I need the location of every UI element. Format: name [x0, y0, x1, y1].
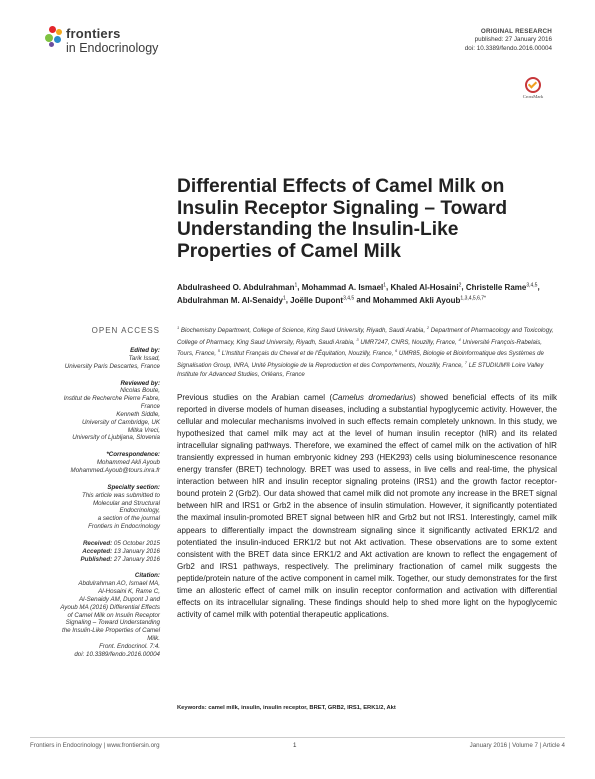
article-type: ORIGINAL RESEARCH: [480, 28, 552, 35]
article-dates: Received: 05 October 2015 Accepted: 13 January 2016 Published: 27 January 2016: [80, 539, 160, 563]
page-number: 1: [293, 742, 297, 749]
logo-dot-purple: [49, 42, 54, 47]
journal-name: in Endocrinology: [66, 41, 159, 55]
crossmark-badge[interactable]: [519, 77, 547, 99]
brand-name: frontiers: [66, 26, 121, 41]
open-access-label: OPEN ACCESS: [91, 326, 160, 335]
reviewed-by: Reviewed by: Nicolas Boute, Institut de Recherche Pierre Fabre, France Kenneth Siddle, University of Cambridge, UK Mitka Vreci, University of Ljubljana, Slovenia: [63, 379, 160, 442]
author[interactable]: Abdulrasheed O. Abdulrahman$^1$: [177, 282, 298, 292]
author[interactable]: Christelle Rame$^{3,4,5}$: [465, 282, 538, 292]
species-name: Camelus dromedarius: [332, 393, 414, 402]
footer-divider: [30, 737, 565, 738]
edited-by: Edited by: Tarik Issad, University Paris Descartes, France: [64, 347, 160, 370]
affiliations: $^1$ Biochemistry Department, College of Science, King Saud University, Riyadh, Saudi Arabia, $^2$ Department of Pharmacology and Toxicology, College of Pharmacy, King Saud University, Riyadh, Saudi Arabia, $^3$ UMR7247, CNRS, Nouzilly, France, $^4$ Université François-Rabelais, Tours, France, $^5$ L’Institut Français du Cheval et de l’Équitation, Nouzilly, France, $^6$ UMR85, Biologie et Bioinformatique des Systèmes de Signalisation Group, INRA, Unité Physiologie de la Reproduction et des Comportements, Nouzilly, France, $^7$ LE STUDIUM® Loire Valley Institute for Advanced Studies, Orléans, France: [177, 325, 554, 378]
logo-dot-red: [49, 26, 56, 33]
author[interactable]: Abdulrahman M. Al-Senaidy$^1$: [177, 295, 286, 306]
keywords: Keywords: camel milk, insulin, insulin receptor, BRET, GRB2, IRS1, ERK1/2, Akt: [177, 705, 396, 711]
author[interactable]: Khaled Al-Hosaini$^2$: [390, 282, 462, 292]
author[interactable]: Joëlle Dupont$^{3,4,5}$: [290, 295, 355, 306]
article-title: Differential Effects of Camel Milk on Insulin Receptor Signaling – Toward Understanding the Insulin-Like Properties of Camel Milk: [177, 176, 508, 262]
doi-link[interactable]: doi: 10.3389/fendo.2016.00004: [464, 44, 552, 52]
citation: Citation: Abdulrahman AO, Ismael MA, Al-Hosaini K, Rame C, Al-Senaidy AM, Dupont J and Ayoub MA (2016) Differential Effects of Camel Milk on Insulin Receptor Signaling – Toward Understanding the Insulin-Like Properties of Camel Milk. Front. Endocrinol. 7:4. doi: 10.3389/fendo.2016.00004: [30, 572, 160, 658]
crossmark-icon: [525, 77, 541, 93]
article-sidebar: [30, 347, 160, 668]
logo-dot-blue: [54, 36, 61, 43]
author-list: Abdulrasheed O. Abdulrahman$^1$, Mohammad A. Ismael$^1$, Khaled Al-Hosaini$^2$, Christelle Rame$^{3,4,5}$, Abdulrahman M. Al-Senaidy$^1$, Joëlle Dupont$^{3,4,5}$ and Mohammed Akli Ayoub$^{1,3,4,5,6,7*}$: [177, 282, 540, 306]
abstract: Previous studies on the Arabian camel (Camelus dromedarius) showed beneficial effects of its milk reported in diverse models of human diseases, including a substantial hypoglycemic activity. However, the cellular and molecular mechanisms involved in such effects remain completely unknown. In this study, we hypothesized that camel milk may act at the level of human insulin receptor (hIR) and its related intracellular signaling pathways. Therefore, we examined the effect of camel milk on the activation of hIR transiently expressed in human embryonic kidney 293 (HEK293) cells using bioluminescence resonance energy transfer (BRET) technology. BRET was used to assess, in live cells and real-time, the physical interaction between hIR and insulin receptor signaling proteins (IRS1) and the growth factor receptor-bound protein 2 (Grb2). Our data showed that camel milk did not promote any increase in the BRET signal between hIR and IRS1 or Grb2 in the absence of insulin stimulation. However, it significantly potentiated the maximal insulin-promoted BRET signal between hIR and Grb2 but not IRS1. Interestingly, camel milk appears to differentially impact the downstream signaling since it significantly activated ERK1/2 and potentiated the insulin-induced ERK1/2 but not Akt activation. These observations are to some extent consistent with the BRET data since ERK1/2 and Akt activation are known to reflect the engagement of Grb2 and IRS1 pathways, respectively. The preliminary fractionation of camel milk suggests the peptide/protein nature of the active component in camel milk. Together, our study demonstrates for the first time an allosteric effect of camel milk on insulin receptor conformation and activation with differential effects on its intracellular signaling. These findings should help to shed more light on the hypoglycemic activity of camel milk with potential therapeutic applications.: [177, 393, 558, 619]
logo-dot-yellow: [56, 29, 62, 35]
footer-journal[interactable]: Frontiers in Endocrinology | www.frontiersin.org: [30, 742, 160, 749]
crossmark-label: CrossMark: [522, 94, 544, 99]
footer-issue: January 2016 | Volume 7 | Article 4: [469, 742, 565, 749]
frontiers-logo-icon: [44, 26, 66, 48]
logo-dot-green: [45, 34, 53, 42]
specialty-section: Specialty section: This article was submitted to Molecular and Structural Endocrinology, a section of the journal Frontiers in Endocrinology: [81, 483, 160, 531]
article-meta: [465, 28, 552, 53]
author[interactable]: Mohammad A. Ismael$^1$: [301, 282, 387, 292]
correspondence-email[interactable]: Mohammed.Ayoub@tours.inra.fr: [70, 466, 160, 474]
citation-doi[interactable]: doi: 10.3389/fendo.2016.00004: [74, 650, 160, 658]
published-date: published: 27 January 2016: [474, 36, 552, 44]
correspondence: *Correspondence: Mohammed Akli Ayoub Mohammed.Ayoub@tours.inra.fr: [30, 451, 160, 475]
author[interactable]: Mohammed Akli Ayoub$^{1,3,4,5,6,7*}$: [372, 295, 486, 306]
